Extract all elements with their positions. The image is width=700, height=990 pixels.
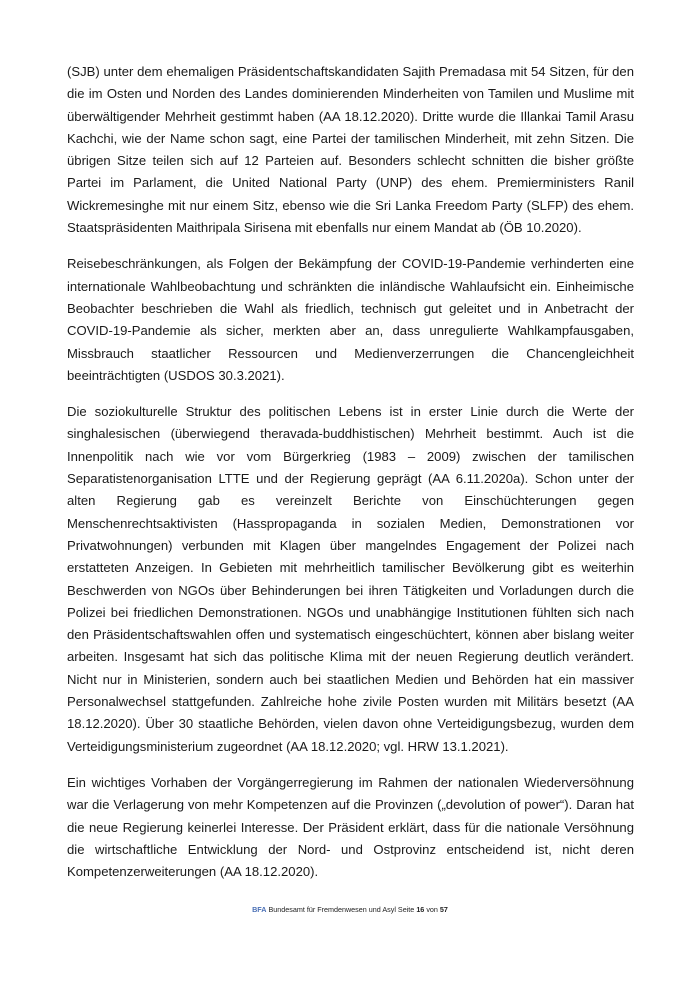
footer-org-name: Bundesamt für Fremdenwesen und Asyl [268,905,396,914]
paragraph: (SJB) unter dem ehemaligen Präsidentschaftskandidaten Sajith Premadasa mit 54 Sitzen, für den die im Osten und Norden des Landes dominierenden Minderheiten von Tamilen und Muslime mit überwältigender Mehrheit gestimmt haben (AA 18.12.2020). Dritte wurde die Illankai Tamil Arasu Kachchi, wie der Name schon sagt, eine Partei der tamilischen Minderheit, mit zehn Sitzen. Die übrigen Sitze teilen sich auf 12 Parteien auf. Besonders schlecht schnitten die bisher größte Partei im Parlament, die United National Party (UNP) des ehem. Premierministers Ranil Wickremesinghe mit nur einem Sitz, ebenso wie die Sri Lanka Freedom Party (SLFP) des ehem. Staatspräsidenten Maithripala Sirisena mit ebenfalls nur einem Mandat ab (ÖB 10.2020). [67,64,634,236]
paragraph: Reisebeschränkungen, als Folgen der Bekämpfung der COVID-19-Pandemie verhinderten eine internationale Wahlbeobachtung und schränkten die inländische Wahlaufsicht ein. Einheimische Beobachter beschrieben die Wahl als friedlich, technisch gut geleitet und in Anbetracht der COVID-19-Pandemie als sicher, merkten aber an, dass unregulierte Wahlkampfausgaben, Missbrauch staatlicher Ressourcen und Medienverzerrungen die Chancengleichheit beeinträchtigten (USDOS 30.3.2021). [67,256,634,383]
footer-page-current: 16 [416,905,425,914]
footer-of-label: von [426,905,438,914]
footer-brand-logo: BFA [252,905,267,914]
document-body [67,61,634,897]
paragraph: Die soziokulturelle Struktur des politischen Lebens ist in erster Linie durch die Werte der singhalesischen (überwiegend theravada-buddhistischen) Mehrheit bestimmt. Auch ist die Innenpolitik nach wie vor vom Bürgerkrieg (1983 – 2009) zwischen der tamilischen Separatistenorganisation LTTE und der Regierung geprägt (AA 6.11.2020a). Schon unter der alten Regierung gab es vereinzelt Berichte von Einschüchterungen gegen Menschenrechtsaktivisten (Hasspropaganda in sozialen Medien, Demonstrationen vor Privatwohnungen) verbunden mit Klagen über mangelndes Engagement der Polizei nach erstatteten Anzeigen. In Gebieten mit mehrheitlich tamilischer Bevölkerung gibt es weiterhin Beschwerden von NGOs über Behinderungen bei ihren Tätigkeiten und Vorladungen durch die Polizei bei friedlichen Demonstrationen. NGOs und unabhängige Institutionen fühlten sich nach den Präsidentschaftswahlen offen und systematisch eingeschüchtert, können aber bislang weiter arbeiten. Insgesamt hat sich das politische Klima mit der neuen Regierung deutlich verändert. Nicht nur in Ministerien, sondern auch bei staatlichen Medien und Behörden hat ein massiver Personalwechsel stattgefunden. Zahlreiche hohe zivile Posten wurden mit Militärs besetzt (AA 18.12.2020). Über 30 staatliche Behörden, vielen davon ohne Verteidigungsbezug, wurden dem Verteidigungsministerium zugeordnet (AA 18.12.2020; vgl. HRW 13.1.2021). [67,404,634,754]
page-footer [0,905,700,914]
footer-page-label: Seite [397,905,415,914]
paragraph: Ein wichtiges Vorhaben der Vorgängerregierung im Rahmen der nationalen Wiederversöhnung war die Verlagerung von mehr Kompetenzen auf die Provinzen („devolution of power“). Daran hat die neue Regierung keinerlei Interesse. Der Präsident erklärt, dass für die nationale Versöhnung die wirtschaftliche Entwicklung der Nord- und Ostprovinz entscheidend ist, nicht deren Kompetenzerweiterungen (AA 18.12.2020). [67,774,634,880]
footer-page-total: 57 [439,905,448,914]
